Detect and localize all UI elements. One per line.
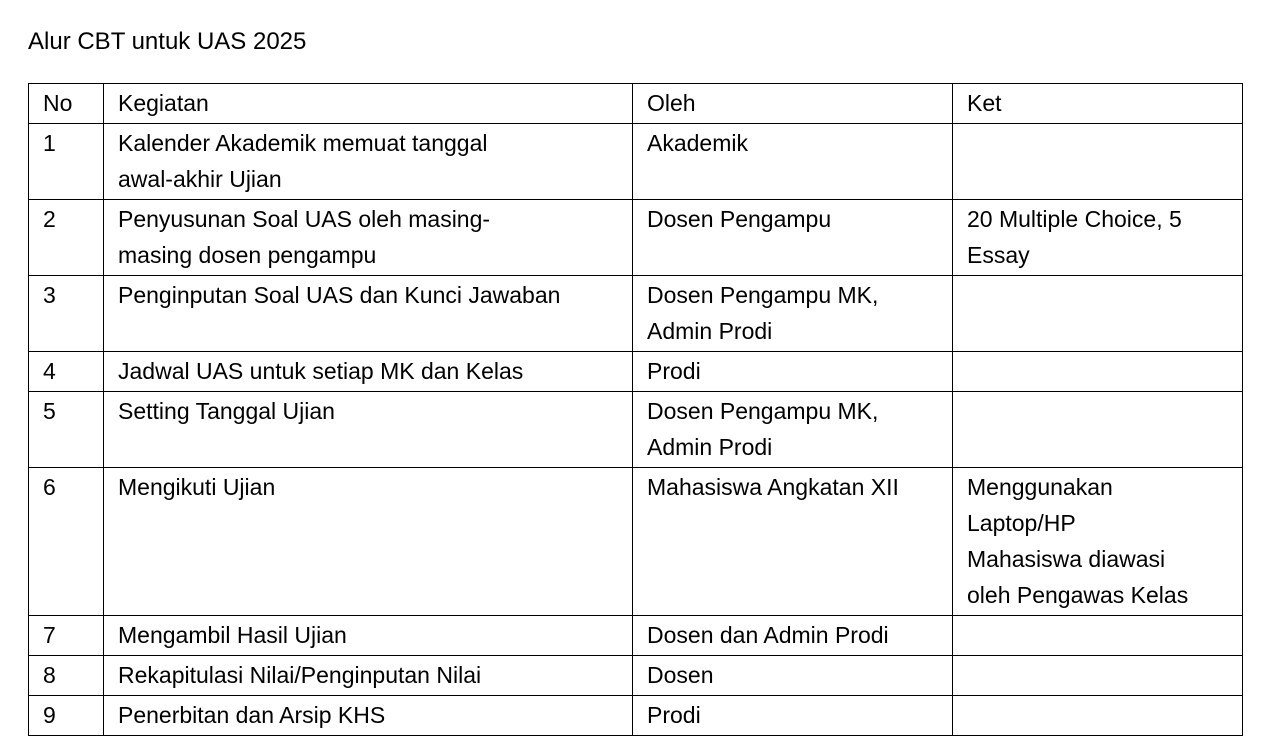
table-row: [29, 200, 1243, 276]
header-ket: Ket: [953, 84, 1243, 124]
table-row: [29, 616, 1243, 656]
cell-no: 3: [29, 276, 104, 352]
cell-no: 7: [29, 616, 104, 656]
header-kegiatan: Kegiatan: [104, 84, 633, 124]
cell-ket: [953, 124, 1243, 200]
cell-no: 2: [29, 200, 104, 276]
cell-kegiatan: Mengikuti Ujian: [104, 468, 633, 616]
cell-kegiatan: Kalender Akademik memuat tanggal awal-akhir Ujian: [104, 124, 633, 200]
cell-no: 9: [29, 696, 104, 736]
cell-oleh: Dosen Pengampu MK, Admin Prodi: [633, 392, 953, 468]
cell-kegiatan: Mengambil Hasil Ujian: [104, 616, 633, 656]
cell-oleh: Dosen Pengampu: [633, 200, 953, 276]
table-row: [29, 352, 1243, 392]
cbt-flow-table: [28, 83, 1243, 736]
cell-oleh: Akademik: [633, 124, 953, 200]
cell-no: 8: [29, 656, 104, 696]
cell-oleh: Mahasiswa Angkatan XII: [633, 468, 953, 616]
table-row: [29, 124, 1243, 200]
cell-ket: 20 Multiple Choice, 5 Essay: [953, 200, 1243, 276]
cell-kegiatan: Penginputan Soal UAS dan Kunci Jawaban: [104, 276, 633, 352]
cell-kegiatan: Rekapitulasi Nilai/Penginputan Nilai: [104, 656, 633, 696]
cell-oleh: Prodi: [633, 696, 953, 736]
cell-ket: [953, 616, 1243, 656]
table-row: [29, 392, 1243, 468]
cell-oleh: Dosen: [633, 656, 953, 696]
cell-no: 1: [29, 124, 104, 200]
cell-kegiatan: Jadwal UAS untuk setiap MK dan Kelas: [104, 352, 633, 392]
table-row: [29, 696, 1243, 736]
table-row: [29, 656, 1243, 696]
cell-no: 6: [29, 468, 104, 616]
table-row: [29, 468, 1243, 616]
cell-ket: [953, 352, 1243, 392]
header-no: No: [29, 84, 104, 124]
cell-ket: [953, 392, 1243, 468]
cell-oleh: Dosen Pengampu MK, Admin Prodi: [633, 276, 953, 352]
cell-ket: Menggunakan Laptop/HP Mahasiswa diawasi oleh Pengawas Kelas: [953, 468, 1243, 616]
table-row: [29, 276, 1243, 352]
document-title: Alur CBT untuk UAS 2025: [28, 28, 307, 55]
cell-oleh: Dosen dan Admin Prodi: [633, 616, 953, 656]
cell-ket: [953, 696, 1243, 736]
header-oleh: Oleh: [633, 84, 953, 124]
cell-no: 5: [29, 392, 104, 468]
cell-kegiatan: Setting Tanggal Ujian: [104, 392, 633, 468]
cell-ket: [953, 276, 1243, 352]
cell-kegiatan: Penerbitan dan Arsip KHS: [104, 696, 633, 736]
cell-kegiatan: Penyusunan Soal UAS oleh masing- masing dosen pengampu: [104, 200, 633, 276]
cell-ket: [953, 656, 1243, 696]
table-header-row: [29, 84, 1243, 124]
cell-no: 4: [29, 352, 104, 392]
cell-oleh: Prodi: [633, 352, 953, 392]
